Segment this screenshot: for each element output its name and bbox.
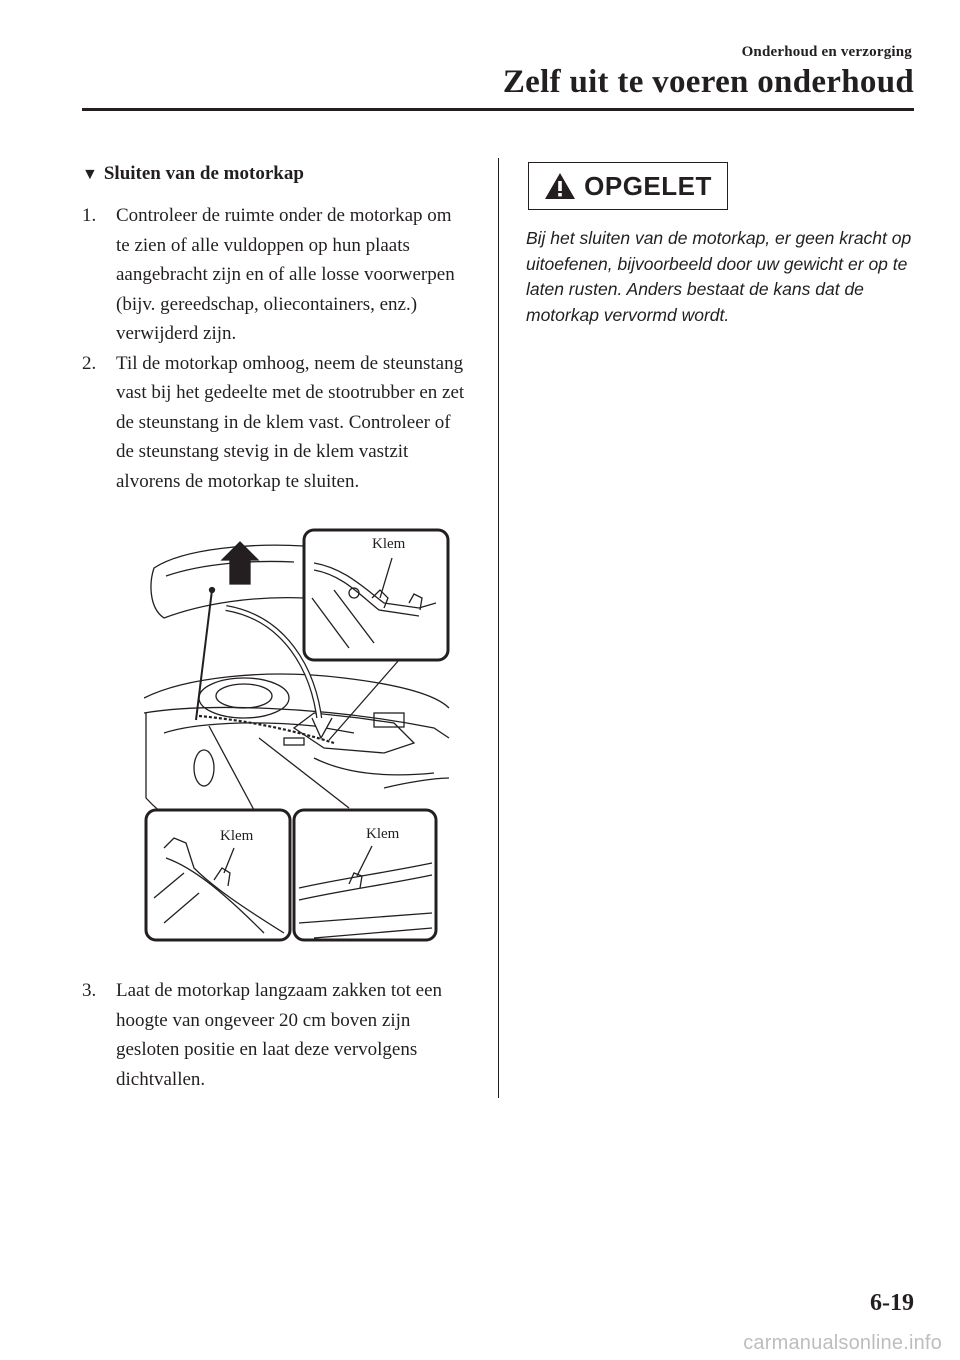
caution-text: Bij het sluiten van de motorkap, er geen kracht op uitoefenen, bijvoorbeeld door uw gewicht er op te laten rusten. Anders bestaat de kans dat de motorkap vervormd wordt. bbox=[526, 228, 912, 325]
subsection-heading-text: Sluiten van de motorkap bbox=[103, 163, 304, 184]
step-text: Controleer de ruimte onder de motorkap om te zien of alle vuldoppen op hun plaats aangebracht zijn en of alle losse voorwerpen (bijv. gereedschap, oliecontainers, enz.) verwijderd zijn. bbox=[116, 205, 455, 344]
subsection-heading bbox=[82, 160, 467, 189]
hood-illustration-drawing bbox=[144, 528, 464, 948]
header-rule bbox=[82, 108, 914, 111]
chapter-title: Onderhoud en verzorging bbox=[741, 44, 912, 60]
clamp-label-bottom-left: Klem bbox=[220, 828, 254, 844]
step-2 bbox=[82, 349, 467, 497]
clamp-label-top: Klem bbox=[372, 536, 406, 552]
warning-triangle-icon bbox=[544, 172, 576, 200]
page-number: 6-19 bbox=[870, 1290, 914, 1316]
step-1 bbox=[82, 201, 467, 349]
step-3 bbox=[82, 976, 467, 1094]
section-title: Zelf uit te voeren onderhoud bbox=[502, 64, 914, 100]
caution-title: OPGELET bbox=[584, 170, 712, 201]
watermark: carmanualsonline.info bbox=[743, 1332, 942, 1354]
step-number: 2. bbox=[82, 352, 97, 374]
step-text: Laat de motorkap langzaam zakken tot een hoogte van ongeveer 20 cm boven zijn gesloten positie en laat deze vervolgens dichtvallen. bbox=[116, 980, 443, 1090]
step-text: Til de motorkap omhoog, neem de steunstang vast bij het gedeelte met de stootrubber en zet de steunstang in de klem vast. Controleer of de steunstang stevig in de klem vastzit alvorens de motorkap te sluiten. bbox=[116, 352, 465, 492]
column-divider bbox=[498, 158, 499, 1098]
step-number: 1. bbox=[82, 205, 97, 226]
clamp-label-bottom-right: Klem bbox=[366, 826, 400, 842]
left-column bbox=[82, 160, 467, 1094]
step-number: 3. bbox=[82, 980, 97, 1001]
hood-clamp-illustration bbox=[144, 528, 464, 948]
triangle-marker-icon: ▼ bbox=[82, 166, 98, 183]
caution-header bbox=[528, 162, 728, 210]
